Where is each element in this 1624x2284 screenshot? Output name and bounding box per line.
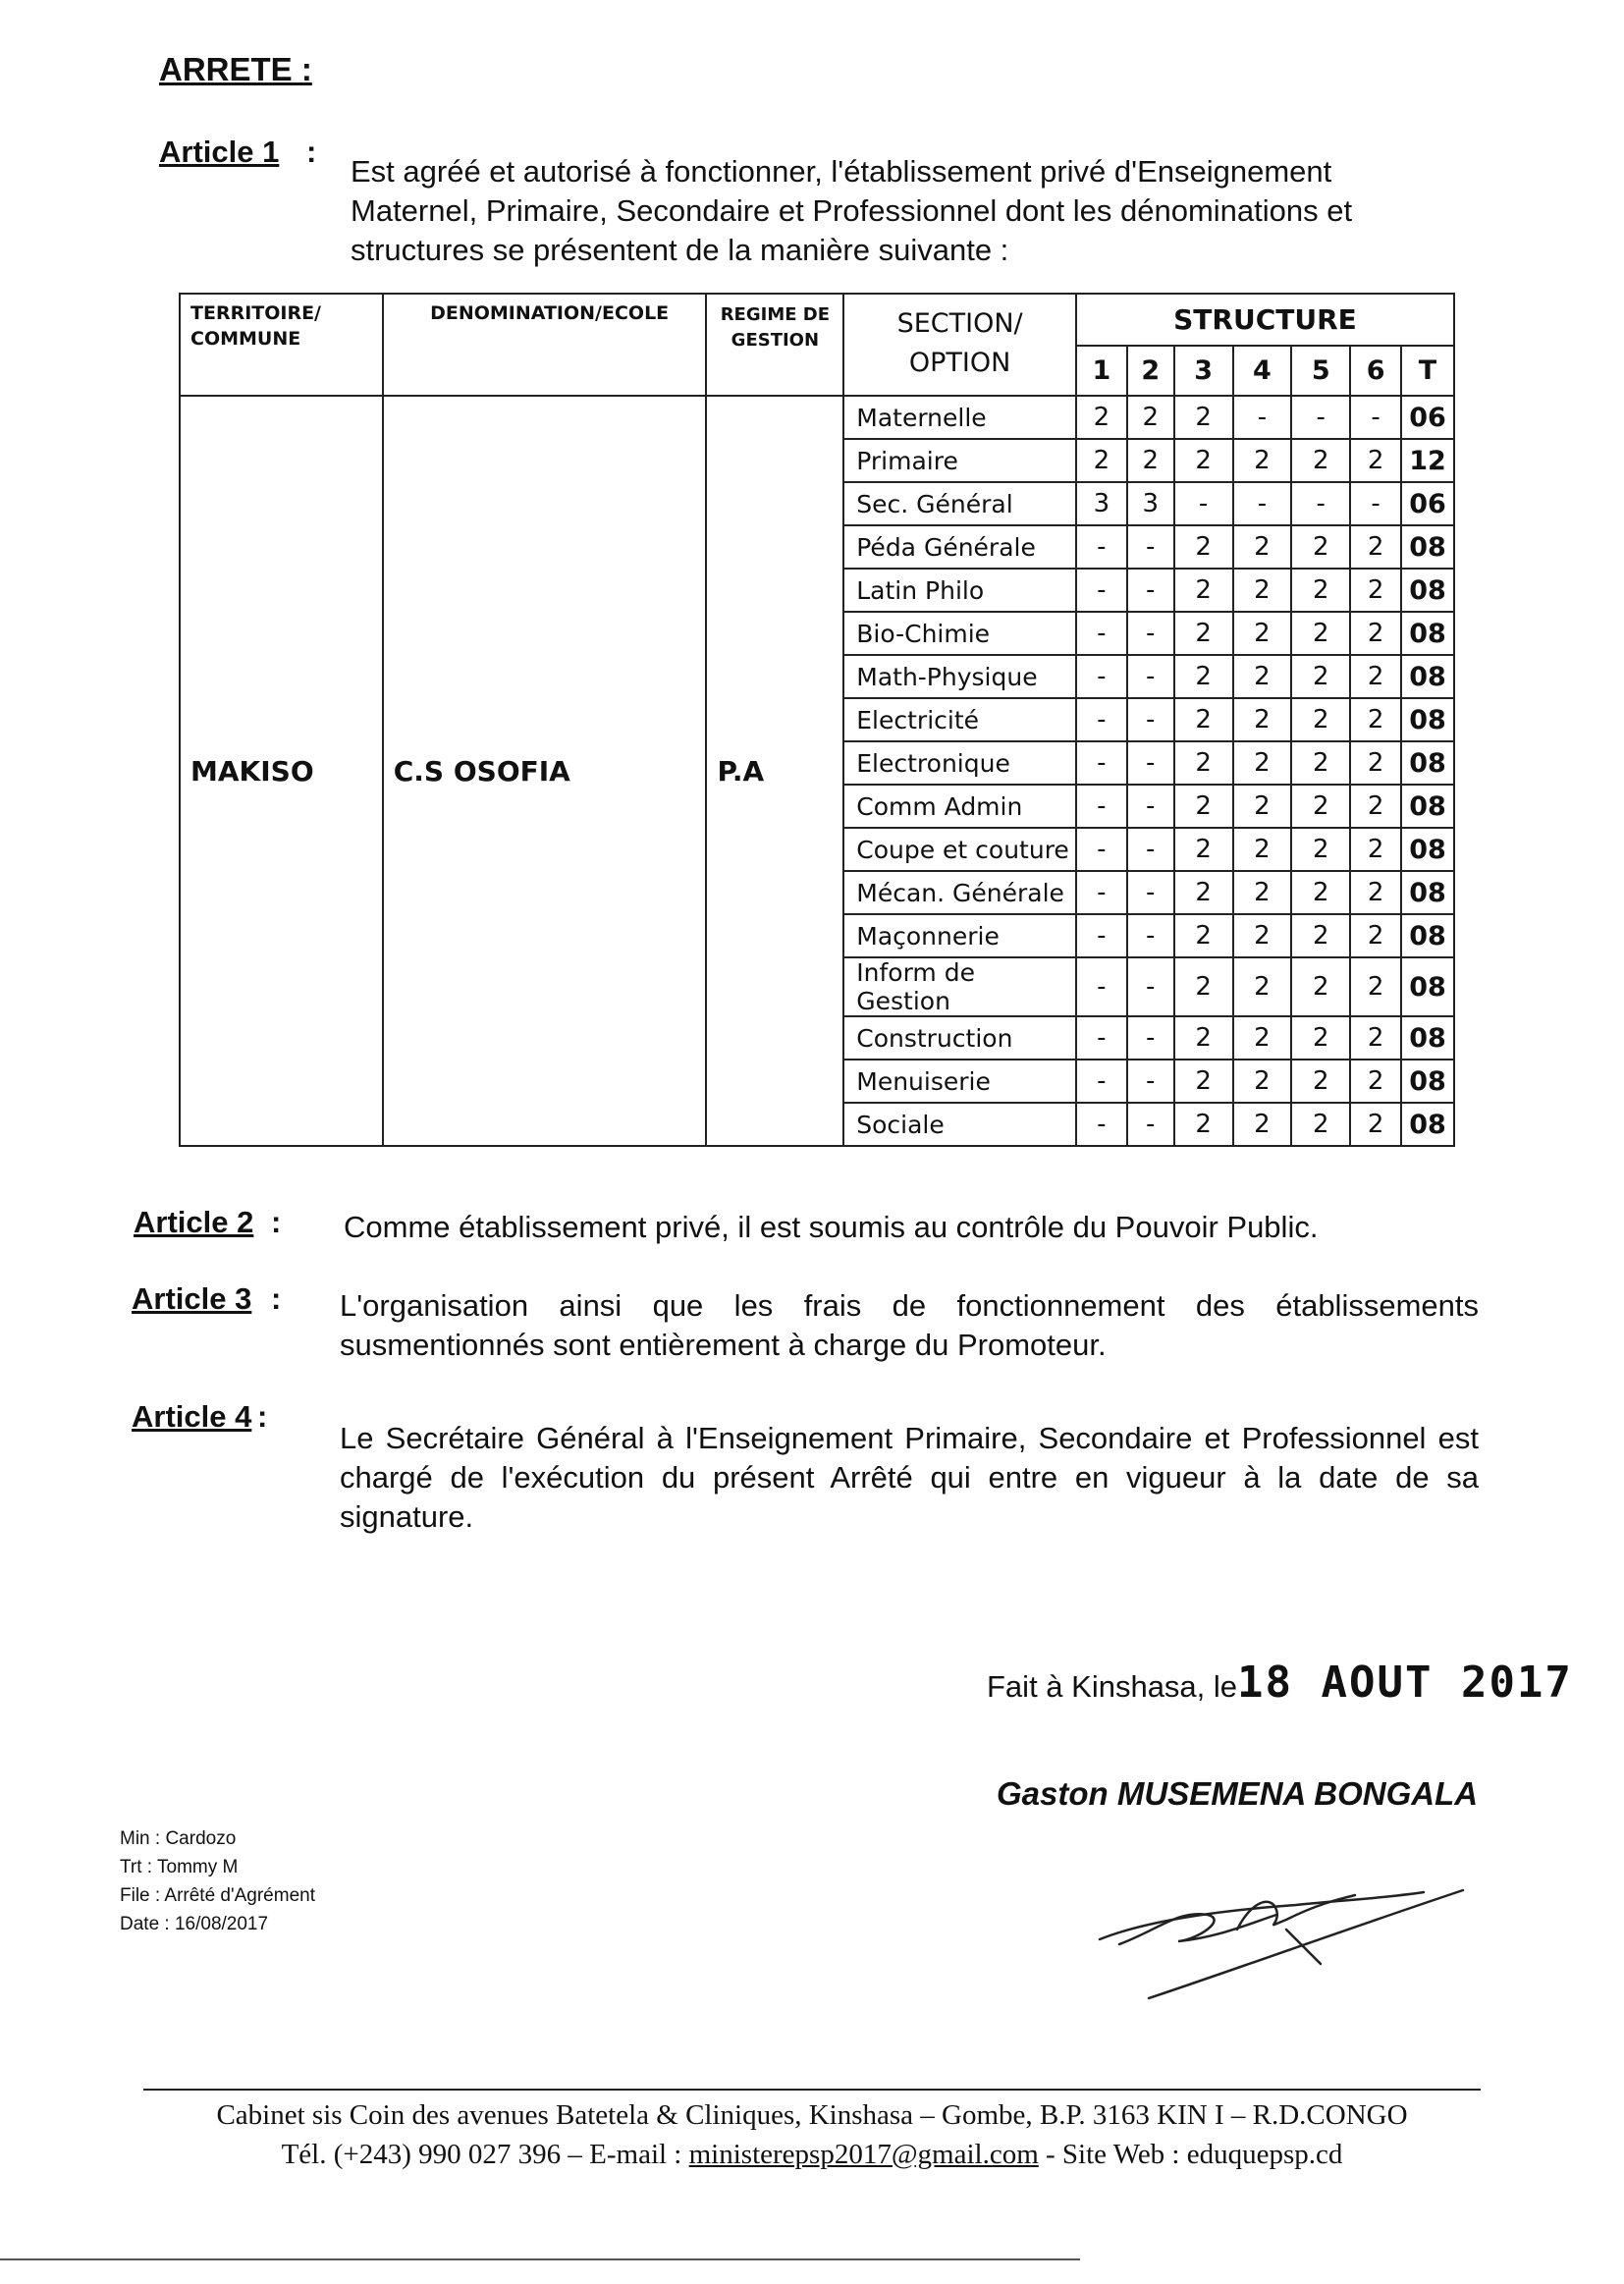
cell-year-2: 2: [1127, 439, 1174, 482]
cell-option: Maternelle: [843, 396, 1076, 439]
header-total: T: [1401, 346, 1454, 396]
date-stamp: 18 AOUT 2017: [1237, 1658, 1573, 1708]
cell-total: 06: [1401, 482, 1454, 525]
footer-email-link[interactable]: ministerepsp2017@gmail.com: [688, 2139, 1039, 2170]
cell-year-2: -: [1127, 569, 1174, 612]
cell-year-2: -: [1127, 698, 1174, 741]
cell-year-6: 2: [1350, 569, 1401, 612]
footer-website: - Site Web : eduquepsp.cd: [1038, 2139, 1343, 2170]
cell-option: Math-Physique: [843, 655, 1076, 698]
article-1-colon: :: [306, 135, 317, 169]
cell-year-4: 2: [1233, 741, 1292, 785]
bottom-edge-line: [0, 2258, 1080, 2260]
cell-year-6: 2: [1350, 957, 1401, 1016]
cell-year-3: 2: [1174, 914, 1233, 957]
cell-year-1: -: [1076, 785, 1127, 828]
cell-year-4: 2: [1233, 914, 1292, 957]
cell-year-4: 2: [1233, 655, 1292, 698]
cell-year-4: 2: [1233, 612, 1292, 655]
cell-option: Bio-Chimie: [843, 612, 1076, 655]
signer-name: Gaston MUSEMENA BONGALA: [997, 1775, 1479, 1812]
table-header-row: [180, 294, 1454, 346]
cell-year-6: 2: [1350, 1060, 1401, 1103]
cell-year-4: 2: [1233, 871, 1292, 914]
cell-year-2: 3: [1127, 482, 1174, 525]
cell-year-5: 2: [1291, 957, 1350, 1016]
cell-year-5: 2: [1291, 525, 1350, 569]
cell-total: 08: [1401, 525, 1454, 569]
cell-year-1: -: [1076, 828, 1127, 871]
header-territoire: TERRITOIRE/ COMMUNE: [180, 294, 383, 396]
cell-total: 08: [1401, 871, 1454, 914]
cell-total: 08: [1401, 1060, 1454, 1103]
footer-address: Cabinet sis Coin des avenues Batetela & Cliniques, Kinshasa – Gombe, B.P. 3163 KIN I – R.D.CONGO: [216, 2099, 1408, 2131]
cell-year-6: -: [1350, 396, 1401, 439]
cell-year-3: 2: [1174, 698, 1233, 741]
cell-year-5: 2: [1291, 914, 1350, 957]
cell-year-3: 2: [1174, 828, 1233, 871]
cell-option: Construction: [843, 1016, 1076, 1060]
cell-total: 08: [1401, 957, 1454, 1016]
cell-year-6: 2: [1350, 655, 1401, 698]
cell-year-3: 2: [1174, 1103, 1233, 1146]
cell-year-1: -: [1076, 1016, 1127, 1060]
cell-option: Sociale: [843, 1103, 1076, 1146]
cell-option: Péda Générale: [843, 525, 1076, 569]
cell-option: Electronique: [843, 741, 1076, 785]
cell-year-5: 2: [1291, 1016, 1350, 1060]
cell-option: Inform de Gestion: [843, 957, 1076, 1016]
cell-year-2: -: [1127, 957, 1174, 1016]
header-year-2: 2: [1127, 346, 1174, 396]
cell-year-2: -: [1127, 1016, 1174, 1060]
article-3-colon: :: [271, 1281, 282, 1316]
cell-year-1: -: [1076, 871, 1127, 914]
cell-year-6: 2: [1350, 698, 1401, 741]
cell-total: 08: [1401, 741, 1454, 785]
cell-year-2: 2: [1127, 396, 1174, 439]
cell-year-5: 2: [1291, 439, 1350, 482]
cell-year-3: 2: [1174, 439, 1233, 482]
cell-year-3: 2: [1174, 612, 1233, 655]
article-3-label: Article 3: [132, 1281, 252, 1316]
cell-year-1: -: [1076, 957, 1127, 1016]
article-4-colon: :: [257, 1399, 268, 1434]
cell-year-5: 2: [1291, 871, 1350, 914]
cell-year-4: 2: [1233, 785, 1292, 828]
cell-year-1: -: [1076, 612, 1127, 655]
cell-year-4: -: [1233, 482, 1292, 525]
cell-total: 08: [1401, 914, 1454, 957]
cell-option: Latin Philo: [843, 569, 1076, 612]
cell-year-2: -: [1127, 785, 1174, 828]
cell-year-4: -: [1233, 396, 1292, 439]
cell-year-5: 2: [1291, 785, 1350, 828]
cell-year-3: 2: [1174, 569, 1233, 612]
cell-year-1: -: [1076, 1103, 1127, 1146]
article-2-text: Comme établissement privé, il est soumis au contrôle du Pouvoir Public.: [344, 1210, 1319, 1244]
cell-year-6: 2: [1350, 1016, 1401, 1060]
structure-table: [179, 293, 1455, 1147]
cell-year-1: -: [1076, 1060, 1127, 1103]
cell-year-1: -: [1076, 914, 1127, 957]
article-1-text: Est agréé et autorisé à fonctionner, l'établissement privé d'Enseignement Maternel, Primaire, Secondaire et Professionnel dont les dénominations et structures se présentent de la manière suivante :: [351, 154, 1353, 267]
cell-year-5: 2: [1291, 655, 1350, 698]
cell-year-4: 2: [1233, 1060, 1292, 1103]
cell-total: 08: [1401, 698, 1454, 741]
cell-total: 08: [1401, 828, 1454, 871]
cell-year-2: -: [1127, 655, 1174, 698]
cell-year-2: -: [1127, 871, 1174, 914]
signature-place-date: [987, 1658, 1573, 1708]
article-4-text: Le Secrétaire Général à l'Enseignement Primaire, Secondaire et Professionnel est chargé de l'exécution du présent Arrêté qui entre en vigueur à la date de sa signature.: [340, 1421, 1479, 1534]
header-year-6: 6: [1350, 346, 1401, 396]
cell-year-2: -: [1127, 1060, 1174, 1103]
cell-year-3: 2: [1174, 741, 1233, 785]
cell-year-3: 2: [1174, 957, 1233, 1016]
article-4-label: Article 4: [132, 1399, 252, 1434]
cell-year-5: 2: [1291, 698, 1350, 741]
ref-date: Date : 16/08/2017: [120, 1914, 269, 1934]
cell-option: Menuiserie: [843, 1060, 1076, 1103]
cell-year-1: -: [1076, 569, 1127, 612]
cell-year-5: 2: [1291, 612, 1350, 655]
cell-year-4: 2: [1233, 698, 1292, 741]
cell-year-4: 2: [1233, 525, 1292, 569]
cell-option: Mécan. Générale: [843, 871, 1076, 914]
cell-year-3: 2: [1174, 1060, 1233, 1103]
cell-year-2: -: [1127, 525, 1174, 569]
handwritten-signature: [1090, 1871, 1483, 2008]
cell-year-6: 2: [1350, 741, 1401, 785]
cell-year-2: -: [1127, 741, 1174, 785]
cell-year-6: 2: [1350, 1103, 1401, 1146]
cell-territoire: MAKISO: [180, 396, 383, 1146]
cell-total: 08: [1401, 569, 1454, 612]
cell-year-3: -: [1174, 482, 1233, 525]
header-denomination: DENOMINATION/ECOLE: [383, 294, 707, 396]
cell-year-2: -: [1127, 914, 1174, 957]
cell-total: 06: [1401, 396, 1454, 439]
ref-file: File : Arrêté d'Agrément: [120, 1885, 315, 1906]
cell-option: Primaire: [843, 439, 1076, 482]
cell-total: 08: [1401, 1103, 1454, 1146]
reference-block: [120, 1824, 315, 1938]
cell-total: 08: [1401, 655, 1454, 698]
cell-ecole: C.S OSOFIA: [383, 396, 707, 1146]
cell-total: 08: [1401, 785, 1454, 828]
cell-year-1: -: [1076, 698, 1127, 741]
cell-year-6: 2: [1350, 914, 1401, 957]
header-year-4: 4: [1233, 346, 1292, 396]
cell-year-3: 2: [1174, 396, 1233, 439]
cell-option: Coupe et couture: [843, 828, 1076, 871]
header-year-5: 5: [1291, 346, 1350, 396]
cell-year-6: -: [1350, 482, 1401, 525]
cell-year-5: 2: [1291, 569, 1350, 612]
header-structure: STRUCTURE: [1076, 294, 1454, 346]
document-heading: ARRETE :: [159, 51, 312, 87]
cell-year-2: -: [1127, 1103, 1174, 1146]
footer-phone: Tél. (+243) 990 027 396 – E-mail :: [281, 2139, 689, 2170]
cell-year-1: 2: [1076, 439, 1127, 482]
cell-year-4: 2: [1233, 439, 1292, 482]
cell-year-5: -: [1291, 482, 1350, 525]
cell-year-4: 2: [1233, 828, 1292, 871]
footer-contact: [0, 2135, 1624, 2174]
cell-year-6: 2: [1350, 612, 1401, 655]
cell-year-3: 2: [1174, 871, 1233, 914]
cell-year-5: 2: [1291, 1103, 1350, 1146]
cell-regime: P.A: [706, 396, 843, 1146]
cell-total: 08: [1401, 612, 1454, 655]
signature-place: Fait à Kinshasa, le: [987, 1669, 1238, 1704]
cell-year-3: 2: [1174, 785, 1233, 828]
article-3-text: L'organisation ainsi que les frais de fonctionnement des établissements susmentionnés sont entièrement à charge du Promoteur.: [340, 1288, 1479, 1362]
cell-year-5: 2: [1291, 1060, 1350, 1103]
cell-year-1: -: [1076, 741, 1127, 785]
cell-year-4: 2: [1233, 957, 1292, 1016]
cell-year-1: -: [1076, 655, 1127, 698]
cell-year-6: 2: [1350, 871, 1401, 914]
cell-year-6: 2: [1350, 785, 1401, 828]
table-row: [180, 396, 1454, 439]
article-2-label: Article 2: [134, 1205, 254, 1239]
ref-min: Min : Cardozo: [120, 1828, 237, 1849]
cell-year-5: 2: [1291, 828, 1350, 871]
cell-total: 12: [1401, 439, 1454, 482]
cell-year-6: 2: [1350, 828, 1401, 871]
cell-year-6: 2: [1350, 439, 1401, 482]
footer: [0, 2084, 1624, 2174]
cell-option: Sec. Général: [843, 482, 1076, 525]
cell-total: 08: [1401, 1016, 1454, 1060]
cell-year-6: 2: [1350, 525, 1401, 569]
cell-option: Electricité: [843, 698, 1076, 741]
article-1-label: Article 1: [159, 135, 280, 169]
cell-year-3: 2: [1174, 1016, 1233, 1060]
cell-option: Comm Admin: [843, 785, 1076, 828]
header-regime: REGIME DE GESTION: [706, 294, 843, 396]
cell-year-1: 3: [1076, 482, 1127, 525]
cell-year-5: -: [1291, 396, 1350, 439]
cell-year-4: 2: [1233, 569, 1292, 612]
cell-year-3: 2: [1174, 655, 1233, 698]
header-year-1: 1: [1076, 346, 1127, 396]
header-section-option: SECTION/ OPTION: [843, 294, 1076, 396]
cell-year-1: 2: [1076, 396, 1127, 439]
cell-year-1: -: [1076, 525, 1127, 569]
header-year-3: 3: [1174, 346, 1233, 396]
cell-year-2: -: [1127, 828, 1174, 871]
cell-year-2: -: [1127, 612, 1174, 655]
cell-year-4: 2: [1233, 1103, 1292, 1146]
article-2-colon: :: [271, 1205, 282, 1239]
cell-option: Maçonnerie: [843, 914, 1076, 957]
cell-year-5: 2: [1291, 741, 1350, 785]
ref-trt: Trt : Tommy M: [120, 1857, 239, 1877]
cell-year-3: 2: [1174, 525, 1233, 569]
cell-year-4: 2: [1233, 1016, 1292, 1060]
